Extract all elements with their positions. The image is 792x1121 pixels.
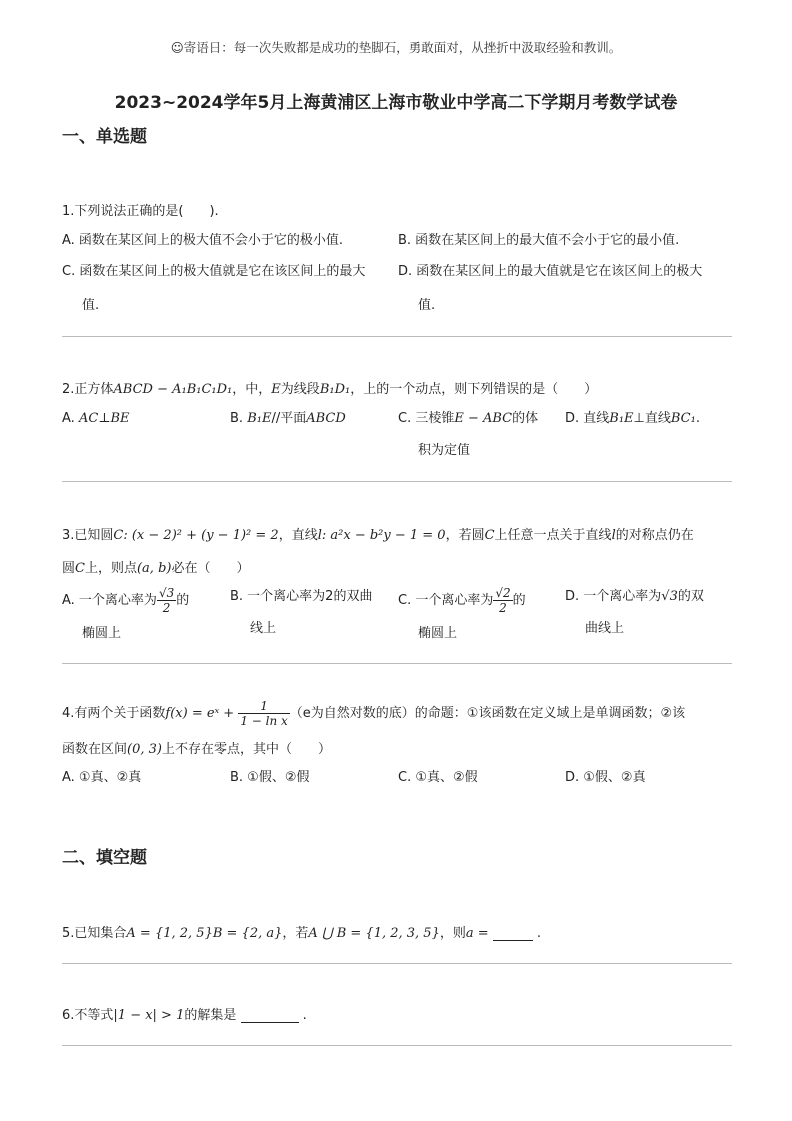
q4-text: 函数在区间 — [62, 742, 128, 757]
question-2-stem — [62, 378, 597, 397]
option-label: B. — [230, 411, 244, 426]
q4-option-a[interactable]: A. ①真、②真 — [62, 770, 142, 785]
q2-math-segment: B₁D₁ — [319, 382, 351, 397]
q2-option-b[interactable] — [230, 402, 346, 436]
divider — [62, 1045, 732, 1046]
q4-option-c[interactable]: C. ①真、②假 — [398, 770, 478, 785]
q1-option-d[interactable]: D. 函数在某区间上的最大值就是它在该区间上的极大 — [398, 264, 703, 279]
q6-math-inequality: |1 − x| > 1 — [113, 1008, 185, 1023]
q2-option-a-math: AC⊥BE — [78, 411, 130, 426]
q4-math-interval: (0, 3) — [127, 742, 162, 757]
q3-text: 上任意一点关于直线 — [494, 528, 612, 543]
q4-option-d[interactable]: D. ①假、②真 — [565, 770, 646, 785]
q5-text: ，若 — [282, 926, 309, 941]
q3-option-b-cont: 线上 — [250, 621, 277, 636]
q3-text: 的对称点仍在 — [615, 528, 694, 543]
q2-option-b-math2: ABCD — [306, 411, 346, 426]
option-label: C. 三棱锥 — [398, 411, 455, 426]
q5-text: . — [536, 926, 542, 941]
q2-option-d-text: ⊥直线 — [633, 411, 671, 426]
q2-option-d-math2: BC₁ — [670, 411, 696, 426]
q3-text: 上，则点 — [84, 561, 137, 576]
q4-math-function: f(x) = eˣ + — [165, 706, 239, 721]
q5-math-union: A ⋃ B = {1, 2, 3, 5} — [308, 926, 440, 941]
q3-option-d-math: √3 — [661, 589, 678, 604]
q3-option-d-text: D. 一个离心率为 — [565, 589, 662, 604]
divider — [62, 481, 732, 482]
q4-text: 上不存在零点，其中（ ） — [161, 742, 331, 757]
answer-blank[interactable] — [241, 1008, 299, 1023]
q3-option-c-text: 的 — [512, 593, 526, 608]
answer-blank[interactable] — [493, 926, 533, 941]
q3-option-a-text: A. 一个离心率为 — [62, 593, 157, 608]
divider — [62, 963, 732, 964]
q5-text: 5.已知集合 — [62, 926, 127, 941]
q2-text: 2.正方体 — [62, 382, 114, 397]
fraction-numerator: 1 — [238, 699, 289, 714]
q5-math-sets: A = {1, 2, 5}B = {2, a} — [126, 926, 283, 941]
q3-option-d[interactable] — [565, 580, 704, 614]
q2-option-b-math: B₁E — [247, 411, 272, 426]
fraction-denominator: 2 — [162, 601, 171, 615]
q3-math-c: C — [75, 561, 85, 576]
section-heading-fill-in: 二、填空题 — [62, 848, 147, 868]
fraction-denominator: 2 — [499, 601, 507, 615]
q3-option-a-cont: 椭圆上 — [82, 626, 122, 641]
q2-math-cube: ABCD − A₁B₁C₁D₁ — [113, 382, 233, 397]
q6-text: 的解集是 — [184, 1008, 237, 1023]
q4-fraction — [238, 699, 289, 728]
fraction-numerator: √3 — [158, 586, 175, 600]
motto: ☺寄语日：每一次失败都是成功的垫脚石，勇敢面对，从挫折中汲取经验和教训。 — [170, 40, 622, 55]
q5-text: ，则 — [439, 926, 466, 941]
q3-text: 3.已知圆 — [62, 528, 114, 543]
q2-option-d[interactable] — [565, 402, 700, 436]
q1-option-a[interactable]: A. 函数在某区间上的极大值不会小于它的极小值. — [62, 233, 344, 248]
q4-option-b[interactable]: B. ①假、②假 — [230, 770, 310, 785]
divider — [62, 663, 732, 664]
q2-math-e: E — [271, 382, 281, 397]
q3-option-a-text: 的 — [176, 593, 190, 608]
q3-option-c-cont: 椭圆上 — [418, 626, 458, 641]
option-label: A. — [62, 411, 75, 426]
q3-option-d-text: 的双 — [677, 589, 704, 604]
q6-text: . — [302, 1008, 307, 1023]
q5-math-a: a = — [465, 926, 489, 941]
q1-option-b[interactable]: B. 函数在某区间上的最大值不会小于它的最小值. — [398, 233, 680, 248]
q3-math-l: l — [611, 528, 616, 543]
q4-text: 4.有两个关于函数 — [62, 706, 166, 721]
q3-text: 圆 — [62, 561, 76, 576]
q2-option-c-cont: 积为定值 — [418, 443, 471, 458]
q2-option-d-end: . — [695, 411, 700, 426]
q1-option-c[interactable]: C. 函数在某区间上的极大值就是它在该区间上的最大 — [62, 264, 366, 279]
q3-text: ，若圆 — [445, 528, 485, 543]
q3-math-point: (a, b) — [136, 561, 172, 576]
q3-math-c: C — [484, 528, 495, 543]
q3-option-b[interactable]: B. 一个离心率为2的双曲 — [230, 589, 373, 604]
q2-text: ，上的一个动点，则下列错误的是（ ） — [350, 382, 598, 397]
q2-option-d-math: B₁E — [609, 411, 634, 426]
q2-text: 为线段 — [280, 382, 320, 397]
q2-option-c-text: 的体 — [512, 411, 539, 426]
q3-text: ，直线 — [278, 528, 318, 543]
question-4-stem — [62, 697, 685, 731]
q4-text: （e为自然对数的底）的命题：①该函数在定义域上是单调函数；②该 — [289, 706, 686, 721]
q2-option-b-text: //平面 — [271, 411, 307, 426]
q1-option-c-cont: 值. — [82, 298, 100, 313]
question-4-stem-line2 — [62, 738, 331, 757]
question-3-stem — [62, 524, 694, 543]
section-heading-single-choice: 一、单选题 — [62, 127, 147, 147]
q2-option-a[interactable] — [62, 402, 130, 436]
q3-option-c[interactable] — [398, 584, 526, 618]
page-title: 2023~2024学年5月上海黄浦区上海市敬业中学高二下学期月考数学试卷 — [114, 93, 678, 113]
q3-option-a-fraction — [157, 586, 176, 615]
q3-option-c-fraction — [493, 586, 512, 615]
q3-option-a[interactable] — [62, 584, 189, 618]
q3-math-line: l: a²x − b²y − 1 = 0 — [317, 528, 446, 543]
question-3-stem-line2 — [62, 557, 249, 576]
question-5-stem — [62, 922, 541, 941]
fraction-numerator: √2 — [495, 586, 511, 600]
divider — [62, 336, 732, 337]
question-6-stem — [62, 1004, 307, 1023]
fraction-denominator: 1 − ln x — [240, 714, 288, 728]
q1-option-d-cont: 值. — [418, 298, 436, 313]
q2-option-c-math: E − ABC — [454, 411, 513, 426]
option-label: D. 直线 — [565, 411, 610, 426]
q3-math-circle: C: (x − 2)² + (y − 1)² = 2 — [113, 528, 279, 543]
q2-text: ，中， — [232, 382, 272, 397]
q3-text: 必在（ ） — [171, 561, 250, 576]
q2-option-c[interactable] — [398, 402, 538, 436]
q3-option-c-text: C. 一个离心率为 — [398, 593, 494, 608]
question-1-stem: 1.下列说法正确的是( ). — [62, 204, 219, 219]
q6-text: 6.不等式 — [62, 1008, 114, 1023]
q3-option-d-cont: 曲线上 — [585, 621, 625, 636]
